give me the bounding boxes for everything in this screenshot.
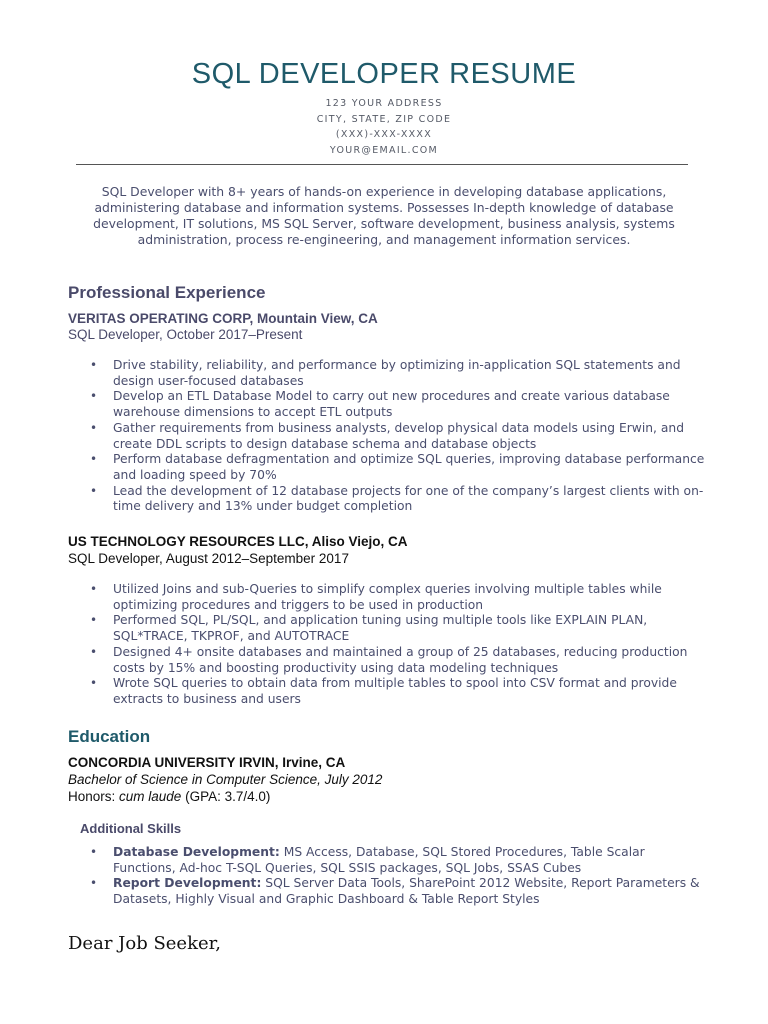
- list-item: • Utilized Joins and sub-Queries to simplify complex queries involving multiple tables while optimizing procedures and triggers to be used in production: [90, 582, 662, 612]
- list-item: • Designed 4+ onsite databases and maintained a group of 25 databases, reducing production costs by 15% and boosting productivity using data modeling techniques: [90, 644, 688, 675]
- bullet-icon: •: [90, 420, 98, 435]
- job-2-company: US TECHNOLOGY RESOURCES LLC, Aliso Viejo, CA: [68, 534, 408, 549]
- list-item: • Wrote SQL queries to obtain data from multiple tables to spool into CSV format and provide extracts to business and users: [90, 676, 677, 706]
- contact-block: [0, 96, 768, 158]
- header-divider: [76, 164, 688, 165]
- list-item: • Develop an ETL Database Model to carry out new procedures and create various database warehouse dimensions to accept ETL outputs: [90, 389, 670, 420]
- job-2-bullets: [90, 582, 710, 708]
- bullet-icon: •: [90, 876, 98, 891]
- experience-heading: Professional Experience: [68, 283, 266, 302]
- contact-email: YOUR@EMAIL.COM: [329, 144, 439, 156]
- job-1-company: VERITAS OPERATING CORP, Mountain View, CA: [68, 311, 378, 326]
- education-school: CONCORDIA UNIVERSITY IRVIN, Irvine, CA: [68, 755, 346, 770]
- bullet-icon: •: [90, 452, 98, 467]
- bullet-icon: •: [90, 845, 98, 859]
- job-2-role: SQL Developer, August 2012–September 2017: [68, 551, 349, 566]
- list-item: • Performed SQL, PL/SQL, and application tuning using multiple tools like EXPLAIN PLAN, SQL*TRACE, TKPROF, and AUTOTRACE: [90, 613, 648, 644]
- resume-title: SQL DEVELOPER RESUME: [191, 58, 577, 90]
- bullet-icon: •: [90, 676, 98, 691]
- skills-list: [90, 845, 710, 908]
- skills-heading: Additional Skills: [80, 821, 182, 836]
- summary-paragraph: SQL Developer with 8+ years of hands-on experience in developing database applications, administering database and information systems. Possesses In-depth knowledge of database development, IT solutions, MS SQL Server, software development, business analysis, systems administration, process re-engineering, and management information services.: [93, 184, 675, 247]
- bullet-icon: •: [90, 613, 98, 628]
- education-honors: Honors: cum laude (GPA: 3.7/4.0): [68, 789, 271, 804]
- education-degree: Bachelor of Science in Computer Science, July 2012: [68, 772, 383, 787]
- list-item: • Drive stability, reliability, and performance by optimizing in-application SQL statements and design user-focused databases: [90, 358, 681, 388]
- bullet-icon: •: [90, 483, 98, 498]
- list-item: • Perform database defragmentation and optimize SQL queries, improving database performance and loading speed by 70%: [90, 452, 705, 482]
- job-1-bullets: [90, 358, 710, 515]
- contact-phone: (XXX)-XXX-XXXX: [335, 129, 433, 140]
- contact-city: CITY, STATE, ZIP CODE: [316, 113, 452, 125]
- bullet-icon: •: [90, 358, 98, 372]
- list-item: • Database Development: MS Access, Database, SQL Stored Procedures, Table Scalar Functions, Ad-hoc T-SQL Queries, SQL SSIS packages, SQL Jobs, SSAS Cubes: [90, 845, 645, 875]
- bullet-icon: •: [90, 644, 98, 659]
- list-item: • Lead the development of 12 database projects for one of the company’s largest clients with on-time delivery and 13% under budget completion: [90, 483, 704, 514]
- bullet-icon: •: [90, 582, 98, 596]
- job-1-role: SQL Developer, October 2017–Present: [68, 327, 303, 342]
- education-heading: Education: [68, 727, 151, 746]
- contact-address: 123 YOUR ADDRESS: [325, 98, 443, 109]
- list-item: • Report Development: SQL Server Data Tools, SharePoint 2012 Website, Report Parameters & Datasets, Highly Visual and Graphic Dashboard & Table Report Styles: [90, 876, 700, 907]
- cover-letter-greeting: Dear Job Seeker,: [68, 933, 221, 954]
- list-item: • Gather requirements from business analysts, develop physical data models using Erwin, and create DDL scripts to design database schema and database objects: [90, 420, 685, 451]
- bullet-icon: •: [90, 389, 98, 404]
